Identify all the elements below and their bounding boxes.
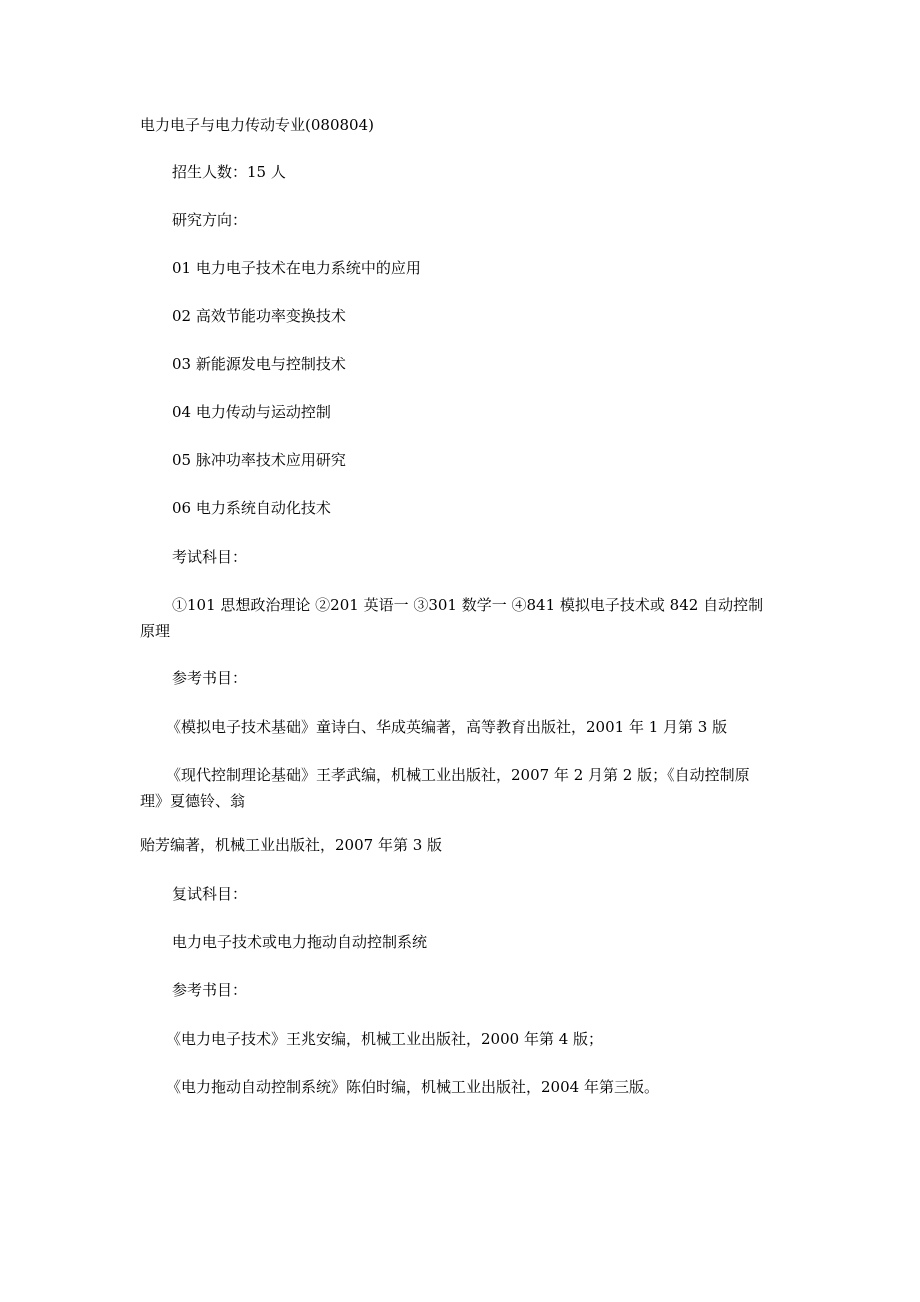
research-heading: 研究方向：: [172, 211, 248, 229]
retest-reference-heading: 参考书目：: [172, 981, 248, 999]
exam-subjects-cont: 原理: [140, 622, 171, 640]
page-title: 电力电子与电力传动专业(080804): [140, 116, 374, 134]
direction-item: 02 高效节能功率变换技术: [172, 307, 346, 325]
reference-item: 《现代控制理论基础》王孝武编，机械工业出版社，2007 年 2 月第 2 版；《自动控制原: [166, 766, 750, 784]
enrollment-text: 招生人数：15 人: [172, 163, 286, 181]
direction-item: 04 电力传动与运动控制: [172, 403, 331, 421]
retest-heading: 复试科目：: [172, 885, 248, 903]
retest-reference-item: 《电力电子技术》王兆安编，机械工业出版社，2000 年第 4 版；: [166, 1030, 604, 1048]
exam-subjects: ①101 思想政治理论 ②201 英语一 ③301 数学一 ④841 模拟电子技术或 842 自动控制: [172, 596, 764, 614]
reference-item: 《模拟电子技术基础》童诗白、华成英编著，高等教育出版社，2001 年 1 月第 3 版: [166, 718, 728, 736]
reference-item-cont: 贻芳编著，机械工业出版社，2007 年第 3 版: [140, 836, 443, 854]
retest-reference-item: 《电力拖动自动控制系统》陈伯时编，机械工业出版社，2004 年第三版。: [166, 1078, 659, 1096]
reference-heading: 参考书目：: [172, 669, 248, 687]
reference-item-cont: 理》夏德铃、翁: [140, 792, 246, 810]
direction-item: 03 新能源发电与控制技术: [172, 355, 346, 373]
direction-item: 05 脉冲功率技术应用研究: [172, 451, 346, 469]
direction-item: 01 电力电子技术在电力系统中的应用: [172, 259, 421, 277]
direction-item: 06 电力系统自动化技术: [172, 499, 331, 517]
exam-heading: 考试科目：: [172, 548, 248, 566]
retest-subject: 电力电子技术或电力拖动自动控制系统: [172, 933, 428, 951]
